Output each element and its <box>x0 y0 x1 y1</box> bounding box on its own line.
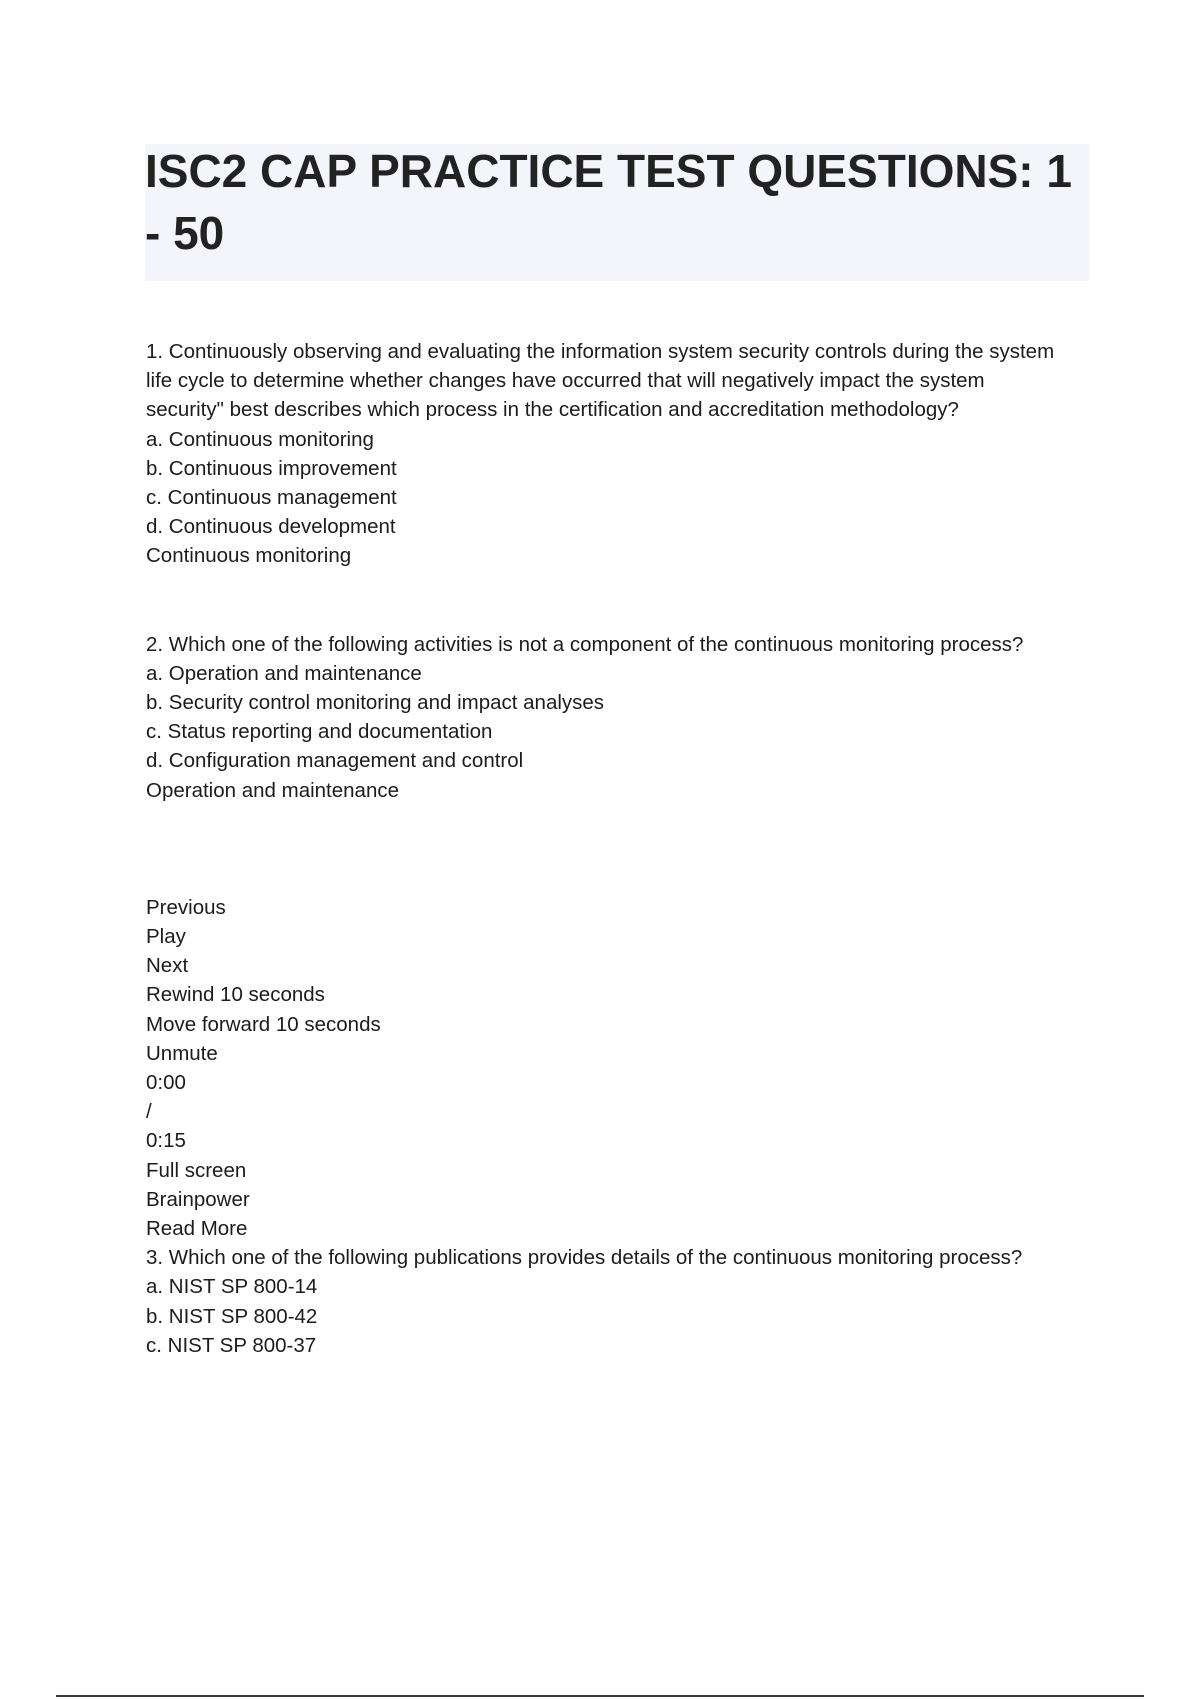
rewind-button[interactable]: Rewind 10 seconds <box>146 983 325 1007</box>
read-more-link[interactable]: Read More <box>146 1217 248 1241</box>
duration: 0:15 <box>146 1129 186 1153</box>
option-a: a. Operation and maintenance <box>146 661 422 685</box>
question-text: 2. Which one of the following activities is not a component of the continuous monitoring process? <box>146 632 1024 656</box>
current-time: 0:00 <box>146 1071 186 1095</box>
option-b: b. Security control monitoring and impact analyses <box>146 691 605 715</box>
time-separator: / <box>146 1100 152 1124</box>
brand-label: Brainpower <box>146 1187 250 1211</box>
answer: Continuous monitoring <box>146 544 352 568</box>
option-c: c. Status reporting and documentation <box>146 720 493 744</box>
next-button[interactable]: Next <box>146 954 189 978</box>
option-a: a. NIST SP 800-14 <box>146 1275 318 1299</box>
option-b: b. NIST SP 800-42 <box>146 1304 318 1328</box>
question-text: 1. Continuously observing and evaluating the information system security controls during the system life cycle to determine whether changes have occurred that will negatively impact the system security" best describes which process in the certification and accreditation methodology? <box>146 340 1055 422</box>
previous-button[interactable]: Previous <box>146 895 226 919</box>
unmute-button[interactable]: Unmute <box>146 1041 218 1065</box>
page-title: ISC2 CAP PRACTICE TEST QUESTIONS: 1 - 50 <box>145 145 1072 259</box>
fullscreen-button[interactable]: Full screen <box>146 1158 247 1182</box>
option-a: a. Continuous monitoring <box>146 427 374 451</box>
option-d: d. Continuous development <box>146 515 396 539</box>
answer: Operation and maintenance <box>146 778 400 802</box>
question-3 <box>146 1243 1066 1360</box>
option-c: c. NIST SP 800-37 <box>146 1333 317 1357</box>
question-2 <box>146 630 1066 805</box>
video-player-controls <box>146 893 1066 1243</box>
forward-button[interactable]: Move forward 10 seconds <box>146 1012 381 1036</box>
option-b: b. Continuous improvement <box>146 456 397 480</box>
question-text: 3. Which one of the following publications provides details of the continuous monitoring process? <box>146 1246 1023 1270</box>
document-body <box>146 337 1066 1360</box>
footer-divider <box>56 1695 1144 1697</box>
option-d: d. Configuration management and control <box>146 749 524 773</box>
play-button[interactable]: Play <box>146 925 186 949</box>
option-c: c. Continuous management <box>146 486 397 510</box>
question-1 <box>146 337 1066 571</box>
